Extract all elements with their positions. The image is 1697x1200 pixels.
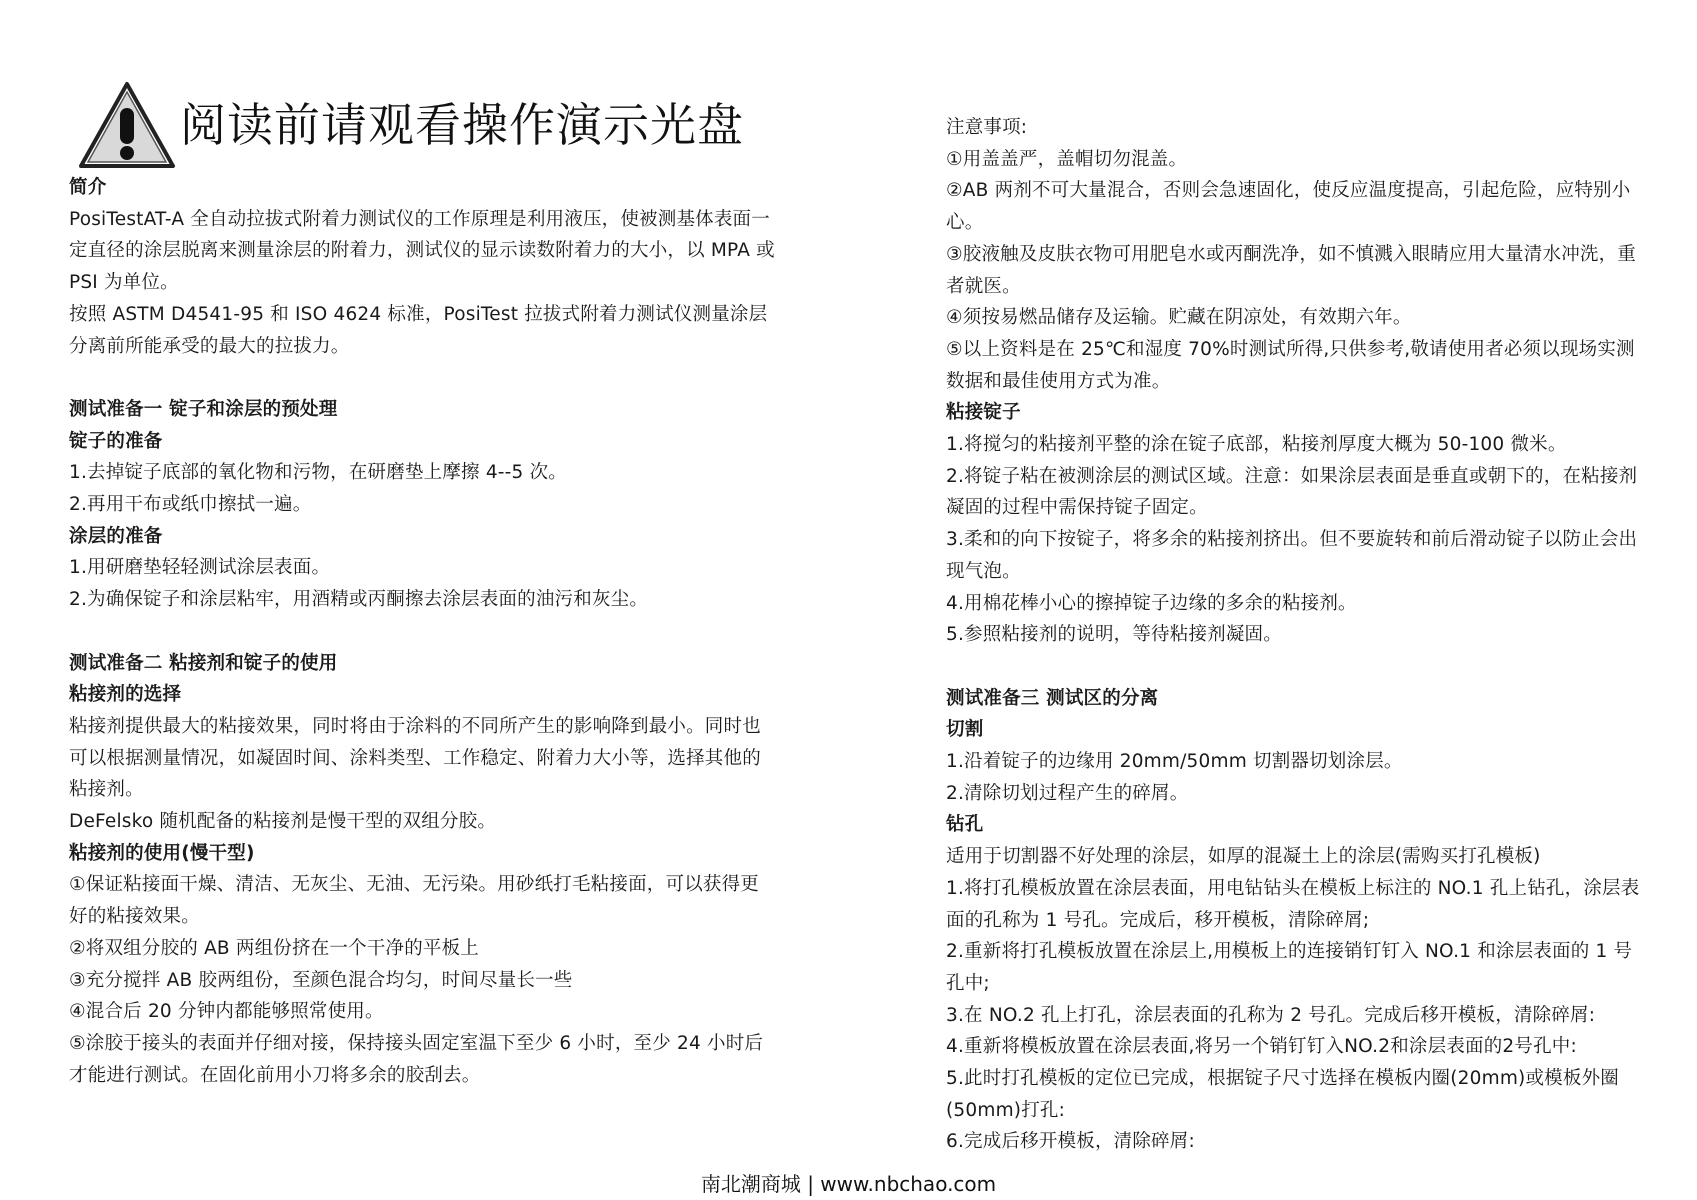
- list-item: 3.在 NO.2 孔上打孔，涂层表面的孔称为 2 号孔。完成后移开模板，清除碎屑:: [946, 1004, 1596, 1026]
- list-item: ④须按易燃品储存及运输。贮藏在阴凉处，有效期六年。: [946, 307, 1412, 329]
- list-item: 1.用研磨垫轻轻测试涂层表面。: [69, 557, 331, 579]
- warning-triangle-icon: [78, 80, 176, 170]
- list-item: 2.清除切划过程产生的碎屑。: [946, 782, 1189, 804]
- list-item: 3.柔和的向下按锭子，将多余的粘接剂挤出。但不要旋转和前后滑动锭子以防止会出现气泡。: [946, 529, 1638, 582]
- spacer: [69, 362, 776, 394]
- cut-heading: 切割: [946, 719, 984, 741]
- adhesive-select-paragraph-2: DeFelsko 随机配备的粘接剂是慢干型的双组分胶。: [69, 811, 497, 833]
- list-item: ⑤涂胶于接头的表面并仔细对接，保持接头固定室温下至少 6 小时，至少 24 小时后才能进行测试。在固化前用小刀将多余的胶刮去。: [69, 1032, 764, 1086]
- list-item: 2.为确保锭子和涂层粘牢，用酒精或丙酮擦去涂层表面的油污和灰尘。: [69, 589, 649, 611]
- list-item: 4.用棉花棒小心的擦掉锭子边缘的多余的粘接剂。: [946, 592, 1357, 614]
- spacer: [946, 651, 1646, 683]
- intro-paragraph-1: PosiTestAT-A 全自动拉拔式附着力测试仪的工作原理是利用液压，使被测基体表面一定直径的涂层脱离来测量涂层的附着力，测试仪的显示读数附着力的大小，以 MPA 或 PSI 为单位。: [69, 208, 775, 294]
- drill-heading: 钻孔: [946, 814, 984, 836]
- page-title: 阅读前请观看操作演示光盘: [180, 98, 744, 152]
- list-item: 1.将打孔模板放置在涂层表面，用电钻钻头在模板上标注的 NO.1 孔上钻孔，涂层表面的孔称为 1 号孔。完成后，移开模板，清除碎屑;: [946, 877, 1640, 931]
- coating-prep-heading: 涂层的准备: [69, 525, 163, 547]
- list-item: 2.将锭子粘在被测涂层的测试区域。注意：如果涂层表面是垂直或朝下的，在粘接剂凝固的过程中需保持锭子固定。: [946, 465, 1638, 519]
- list-item: 5.此时打孔模板的定位已完成，根据锭子尺寸选择在模板内圈(20mm)或模板外圈(50mm)打孔:: [946, 1068, 1619, 1121]
- list-item: ③胶液触及皮肤衣物可用肥皂水或丙酮洗净，如不慎溅入眼睛应用大量清水冲洗，重者就医。: [946, 243, 1636, 297]
- list-item: ①用盖盖严，盖帽切勿混盖。: [946, 148, 1188, 170]
- list-item: 6.完成后移开模板，清除碎屑:: [946, 1131, 1195, 1153]
- list-item: 2.重新将打孔模板放置在涂层上,用模板上的连接销钉钉入 NO.1 和涂层表面的 1 号孔中;: [946, 941, 1633, 994]
- dolly-prep-heading: 锭子的准备: [69, 430, 163, 452]
- prep2-heading: 测试准备二 粘接剂和锭子的使用: [69, 652, 338, 674]
- notes-heading: 注意事项:: [946, 117, 1028, 138]
- prep3-heading: 测试准备三 测试区的分离: [946, 687, 1159, 709]
- list-item: ②AB 两剂不可大量混合，否则会急速固化，使反应温度提高，引起危险，应特别小心。: [946, 180, 1631, 234]
- list-item: ②将双组分胶的 AB 两组份挤在一个干净的平板上: [69, 937, 479, 959]
- list-item: 1.去掉锭子底部的氧化物和污物，在研磨垫上摩擦 4--5 次。: [69, 462, 568, 484]
- adhesive-select-heading: 粘接剂的选择: [69, 684, 182, 706]
- list-item: ④混合后 20 分钟内都能够照常使用。: [69, 1001, 384, 1023]
- intro-paragraph-2: 按照 ASTM D4541-95 和 ISO 4624 标准，PosiTest 拉拔式附着力测试仪测量涂层分离前所能承受的最大的拉拔力。: [69, 303, 768, 357]
- list-item: ③充分搅拌 AB 胶两组份，至颜色混合均匀，时间尽量长一些: [69, 969, 573, 991]
- adhesive-use-heading: 粘接剂的使用(慢干型): [69, 842, 255, 864]
- left-column: [69, 172, 776, 1091]
- bond-dolly-heading: 粘接锭子: [946, 402, 1021, 424]
- list-item: 5.参照粘接剂的说明，等待粘接剂凝固。: [946, 624, 1282, 646]
- list-item: 2.再用干布或纸巾擦拭一遍。: [69, 494, 312, 516]
- intro-heading: 简介: [69, 177, 107, 198]
- drill-intro: 适用于切割器不好处理的涂层，如厚的混凝土上的涂层(需购买打孔模板): [946, 846, 1541, 868]
- list-item: ①保证粘接面干燥、清洁、无灰尘、无油、无污染。用砂纸打毛粘接面，可以获得更好的粘接效果。: [69, 874, 759, 928]
- list-item: 1.将搅匀的粘接剂平整的涂在锭子底部，粘接剂厚度大概为 50-100 微米。: [946, 434, 1567, 456]
- footer-site-link[interactable]: 南北潮商城 | www.nbchao.com: [700, 1172, 997, 1196]
- adhesive-select-paragraph-1: 粘接剂提供最大的粘接效果，同时将由于涂料的不同所产生的影响降到最小。同时也可以根据测量情况，如凝固时间、涂料类型、工作稳定、附着力大小等，选择其他的粘接剂。: [69, 715, 761, 801]
- title-row: [78, 80, 744, 170]
- list-item: 4.重新将模板放置在涂层表面,将另一个销钉钉入NO.2和涂层表面的2号孔中:: [946, 1036, 1577, 1058]
- right-column: [946, 112, 1646, 1158]
- list-item: 1.沿着锭子的边缘用 20mm/50mm 切割器切划涂层。: [946, 751, 1403, 773]
- list-item: ⑤以上资料是在 25℃和湿度 70%时测试所得,只供参考,敬请使用者必须以现场实测数据和最佳使用方式为准。: [946, 338, 1635, 392]
- spacer: [69, 616, 776, 648]
- prep1-heading: 测试准备一 锭子和涂层的预处理: [69, 398, 338, 420]
